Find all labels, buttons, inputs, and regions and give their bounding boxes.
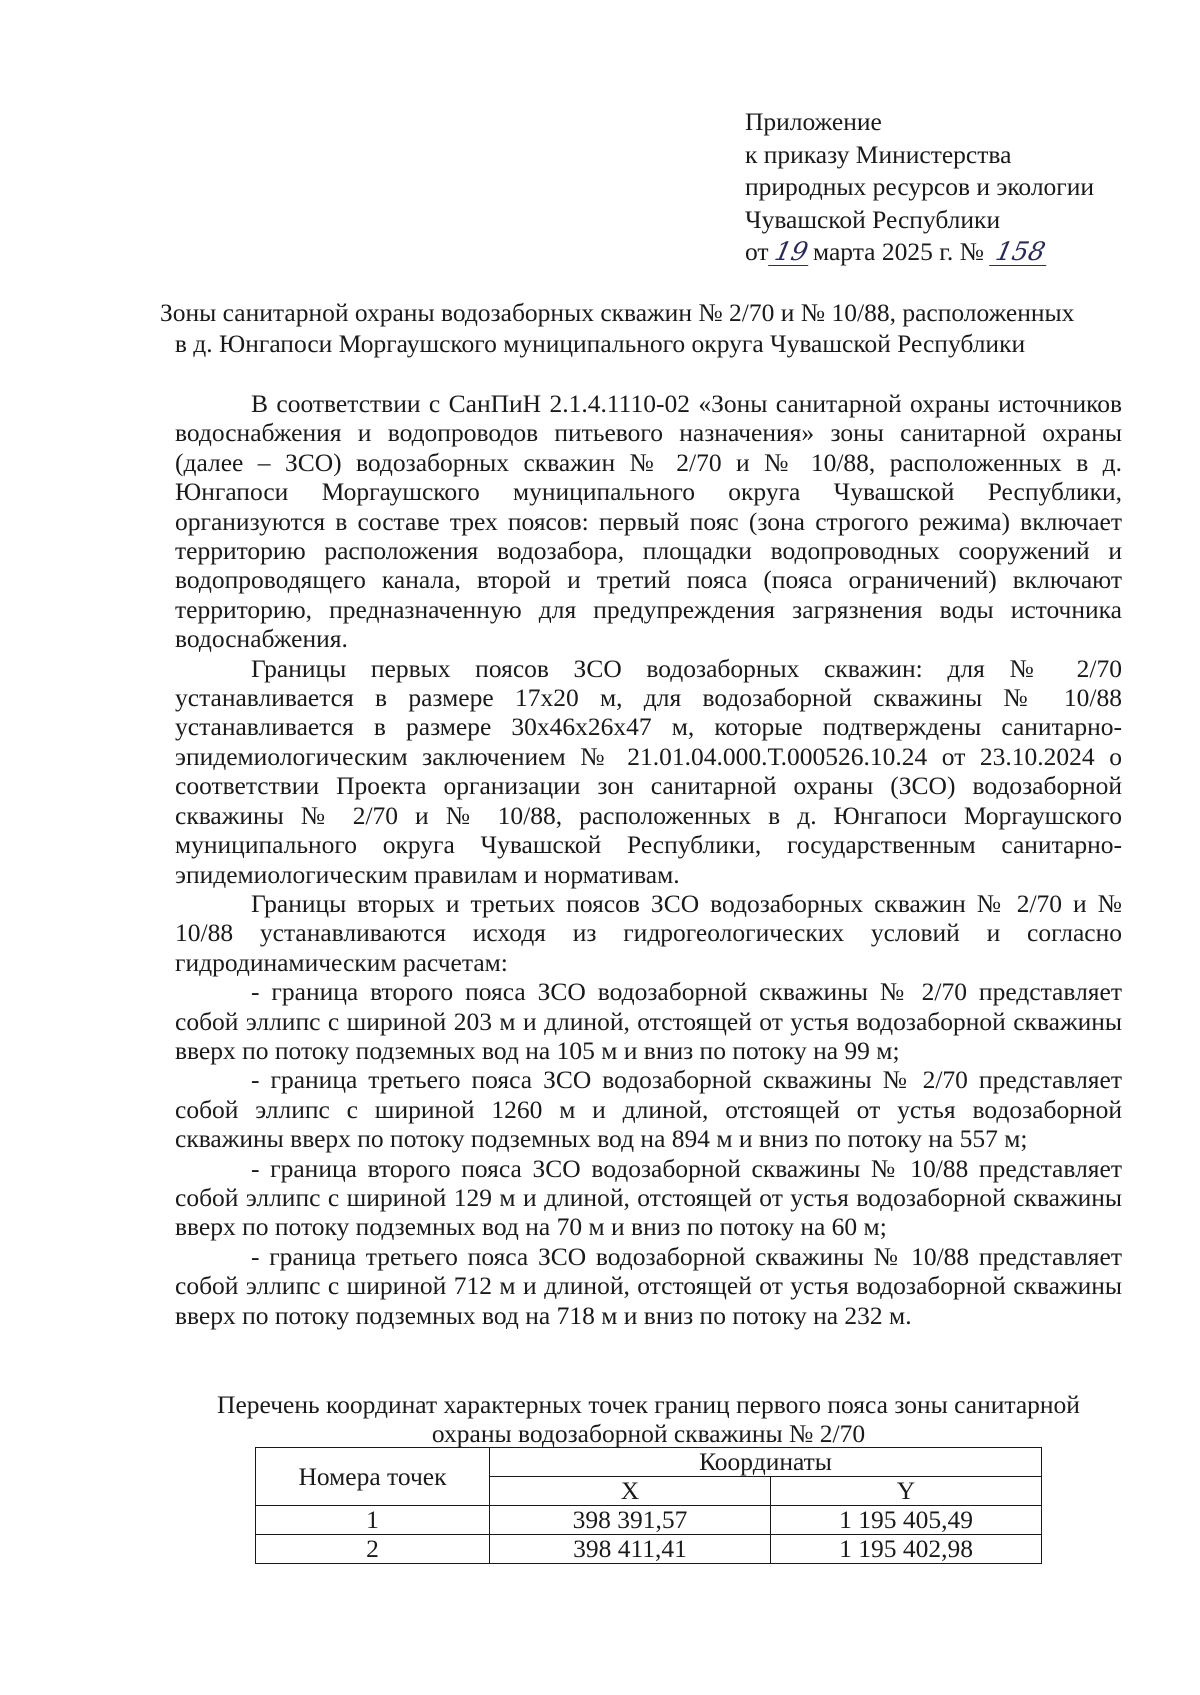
point-number-cell: 1 — [256, 1506, 490, 1535]
date-rest: марта 2025 г. № — [813, 237, 984, 266]
appendix-header — [745, 106, 1094, 269]
table-row — [256, 1506, 1042, 1535]
document-title — [160, 297, 1075, 359]
paragraph: - граница второго пояса ЗСО водозаборной скважины № 10/88 представляет собой эллипс с шириной 129 м и длиной, отстоящей от устья водозаборной скважины вверх по потоку подземных вод на 70 м и вниз по потоку на 60 м; — [175, 1153, 1122, 1242]
table-caption-line: Перечень координат характерных точек границ первого пояса зоны санитарной — [217, 1390, 1080, 1419]
order-date-line — [745, 236, 1094, 269]
paragraph: - граница второго пояса ЗСО водозаборной скважины № 2/70 представляет собой эллипс с шириной 203 м и длиной, отстоящей от устья водозаборной скважины вверх по потоку подземных вод на 105 м и вниз по потоку на 99 м; — [175, 977, 1122, 1065]
point-number-cell: 2 — [256, 1535, 490, 1564]
table-caption — [175, 1390, 1122, 1448]
header-line: к приказу Министерства — [745, 139, 1012, 169]
table-caption-line: охраны водозаборной скважины № 2/70 — [431, 1419, 866, 1448]
header-coordinates: Координаты — [490, 1448, 1042, 1477]
y-coordinate-cell: 1 195 402,98 — [771, 1535, 1042, 1564]
document-body — [175, 389, 1122, 1330]
header-line: природных ресурсов и экологии — [745, 172, 1095, 201]
paragraph: - граница третьего пояса ЗСО водозаборной скважины № 10/88 представляет собой эллипс с шириной 712 м и длиной, отстоящей от устья водозаборной скважины вверх по потоку подземных вод на 718 м и вниз по потоку на 232 м. — [175, 1241, 1122, 1330]
title-line: Зоны санитарной охраны водозаборных скважин № 2/70 и № 10/88, расположенных — [160, 298, 1075, 327]
table-header-row — [256, 1448, 1042, 1477]
header-line: Приложение — [745, 107, 882, 136]
y-coordinate-cell: 1 195 405,49 — [771, 1506, 1042, 1535]
x-coordinate-cell: 398 411,41 — [490, 1535, 771, 1564]
header-y: Y — [771, 1477, 1042, 1506]
title-line: в д. Юнгапоси Моргаушского муниципального округа Чувашской Республики — [174, 329, 1026, 358]
paragraph: Границы вторых и третьих поясов ЗСО водозаборных скважин № 2/70 и № 10/88 устанавливаются исходя из гидрогеологических условий и согласно гидродинамическим расчетам: — [175, 888, 1122, 977]
x-coordinate-cell: 398 391,57 — [490, 1506, 771, 1535]
handwritten-day: 19 — [768, 239, 814, 266]
header-line: Чувашской Республики — [745, 204, 1001, 234]
header-point-numbers: Номера точек — [256, 1448, 490, 1506]
paragraph: Границы первых поясов ЗСО водозаборных скважин: для № 2/70 устанавливается в размере 17х20 м, для водозаборной скважины № 10/88 устанавливается в размере 30х46х26х47 м, которые подтверждены санитарно-эпидемиологическим заключением № 21.01.04.000.Т.000526.10.24 от 23.10.2024 о соответствии Проекта организации зон санитарной охраны (ЗСО) водозаборной скважины № 2/70 и № 10/88, расположенных в д. Юнгапоси Моргаушского муниципального округа Чувашской Республики, государственным санитарно-эпидемиологическим правилам и нормативам. — [175, 653, 1122, 889]
header-x: X — [490, 1477, 771, 1506]
handwritten-order-number: 158 — [989, 239, 1051, 266]
coordinates-table — [255, 1447, 1042, 1564]
paragraph: В соответствии с СанПиН 2.1.4.1110-02 «Зоны санитарной охраны источников водоснабжения и водопроводов питьевого назначения» зоны санитарной охраны (далее – ЗСО) водозаборных скважин № 2/70 и № 10/88, расположенных в д. Юнгапоси Моргаушского муниципального округа Чувашской Республики, организуются в составе трех поясов: первый пояс (зона строгого режима) включает территорию расположения водозабора, площадки водопроводных сооружений и водопроводящего канала, второй и третий пояса (пояса ограничений) включают территорию, предназначенную для предупреждения загрязнения воды источника водоснабжения. — [175, 389, 1122, 654]
table-row — [256, 1535, 1042, 1564]
paragraph: - граница третьего пояса ЗСО водозаборной скважины № 2/70 представляет собой эллипс с шириной 1260 м и длиной, отстоящей от устья водозаборной скважины вверх по потоку подземных вод на 894 м и вниз по потоку на 557 м; — [175, 1065, 1122, 1154]
date-prefix: от — [745, 237, 769, 266]
